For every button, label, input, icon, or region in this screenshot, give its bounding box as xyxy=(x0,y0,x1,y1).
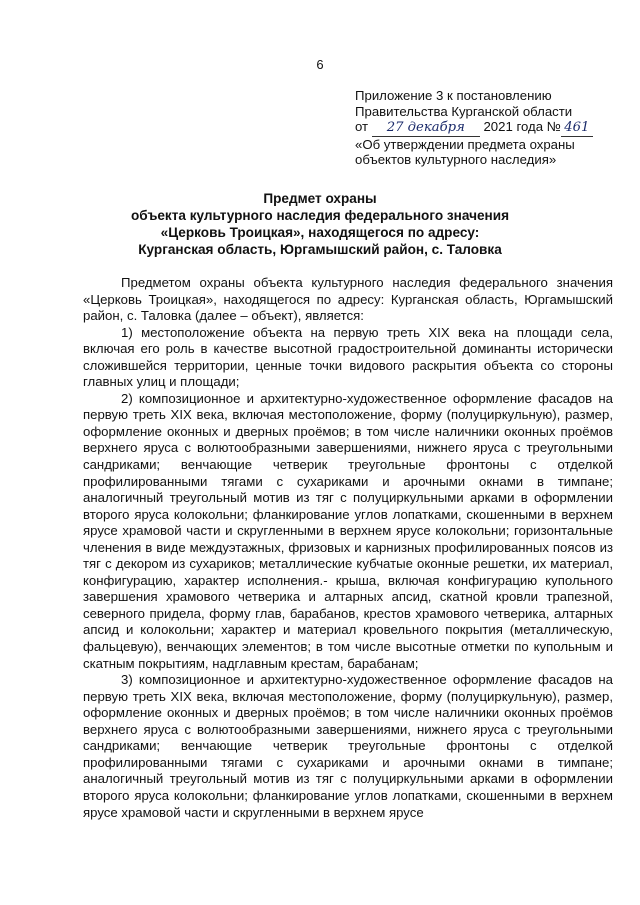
handwritten-date: 27 декабря xyxy=(372,120,480,137)
title-line-2: объекта культурного наследия федерального значения xyxy=(130,208,510,223)
document-title xyxy=(95,190,545,258)
document-body xyxy=(83,275,613,821)
title-line-3: «Церковь Троицкая», находящегося по адресу: xyxy=(160,225,480,240)
appendix-block xyxy=(355,88,620,168)
date-prefix: от xyxy=(355,119,369,135)
appendix-line-1: Приложение 3 к постановлению xyxy=(355,88,552,103)
title-line-4: Курганская область, Юргамышский район, с. Таловка xyxy=(138,242,502,257)
paragraph-item-3: 3) композиционное и архитектурно-художественное оформление фасадов на первую треть XIX века, включая местоположение, форму (полуциркульную), размер, оформление оконных и дверных проёмов; в том числе наличники оконных проёмов верхнего яруса с волютообразными завершениями, нижнего яруса с треугольными сандриками; венчающие четверик треугольные фронтоны с отделкой профилированными тягами с сухариками и арочными окнами в тимпане; аналогичный треугольный мотив из тяг с полуциркульными арками в оформлении второго яруса колокольни; фланкирование углов лопатками, скошенными в верхнем ярусе храмовой части и скругленными в верхнем ярусе xyxy=(83,672,613,820)
paragraph-item-1: 1) местоположение объекта на первую треть XIX века на площади села, включая его роль в качестве высотной градостроительной доминанты исторически сложившейся территории, ценные точки видового раскрытия объекта со стороны главных улиц и площади; xyxy=(83,324,613,390)
appendix-line-2: Правительства Курганской области xyxy=(355,103,573,119)
year-text: 2021 года № xyxy=(483,119,561,135)
page-number: 6 xyxy=(316,57,324,72)
title-line-1: Предмет охраны xyxy=(263,191,377,206)
paragraph-item-2: 2) композиционное и архитектурно-художественное оформление фасадов на первую треть XIX века, включая местоположение, форму (полуциркульную), размер, оформление оконных и дверных проёмов; в том числе наличники оконных проёмов верхнего яруса с волютообразными завершениями, нижнего яруса с треугольными сандриками; венчающие четверик треугольные фронтоны с отделкой профилированными тягами с сухариками и арочными окнами в тимпане; аналогичный треугольный мотив из тяг с полуциркульными арками в оформлении второго яруса колокольни; фланкирование углов лопатками, скошенными в верхнем ярусе храмовой части и скругленными в верхнем ярусе колокольни; горизонтальные членения в виде междуэтажных, фризовых и карнизных профилированных поясов из тяг с декором из сухариков; металлические кубчатые оконные решетки, их материал, конфигурацию, характер исполнения.- крыша, включая конфигурацию купольного завершения храмового четверика и алтарных апсид, скатной кровли трапезной, северного придела, форму глав, барабанов, крестов храмового четверика, алтарных апсид и колокольни; характер и материал кровельного покрытия (металлическую, фальцевую), венчающих элементов; в том числе высотные отметки по купольным и скатным покрытиям, надглавным крестам, барабанам; xyxy=(83,390,613,671)
paragraph-intro: Предметом охраны объекта культурного наследия федерального значения «Церковь Троицкая», находящегося по адресу: Курганская область, Юргамышский район, с. Таловка (далее – объект), является: xyxy=(83,275,613,324)
appendix-date-line xyxy=(355,119,620,137)
appendix-line-4: «Об утверждении предмета охраны xyxy=(355,136,575,152)
handwritten-number: 461 xyxy=(561,120,593,137)
appendix-line-5: объектов культурного наследия» xyxy=(355,152,557,168)
